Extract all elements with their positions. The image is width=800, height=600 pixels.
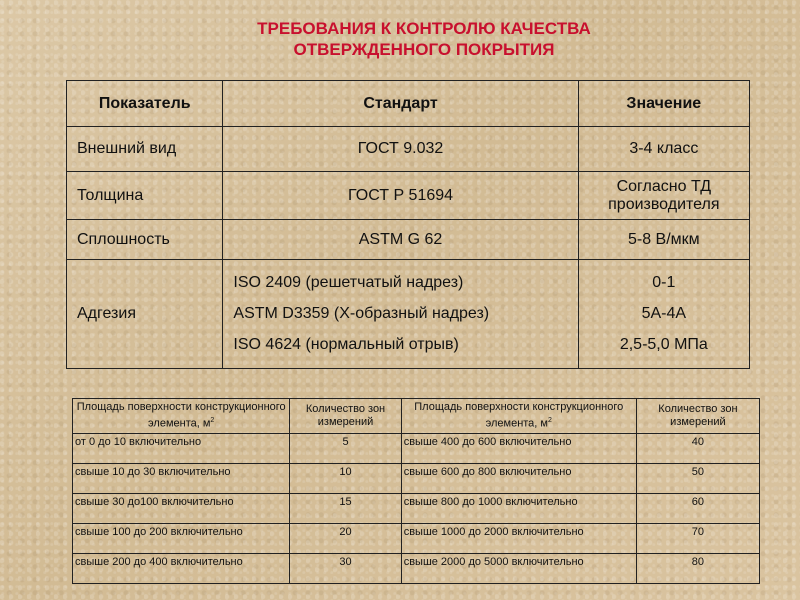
zones-header-row	[73, 399, 760, 434]
count-b-cell: 70	[636, 524, 759, 554]
zones-row	[73, 464, 760, 494]
adhesion-values-cell	[578, 260, 749, 369]
adhesion-value: 5А-4А	[641, 305, 687, 322]
indicator-cell: Сплошность	[67, 220, 223, 260]
count-a-cell: 30	[290, 554, 401, 584]
zones-row	[73, 434, 760, 464]
standard-cell: ASTM G 62	[223, 220, 578, 260]
adhesion-value: 0-1	[652, 274, 676, 291]
header-count-b: Количество зон измерений	[636, 399, 759, 434]
count-b-cell: 40	[636, 434, 759, 464]
standard-cell: ГОСТ Р 51694	[223, 172, 578, 220]
value-cell: 5-8 В/мкм	[578, 220, 749, 260]
header-value: Значение	[578, 81, 749, 127]
area-a-cell: от 0 до 10 включительно	[73, 434, 290, 464]
zones-row	[73, 554, 760, 584]
header-count-a: Количество зон измерений	[290, 399, 401, 434]
area-a-cell: свыше 10 до 30 включительно	[73, 464, 290, 494]
table-row-adhesion	[67, 260, 750, 369]
header-area-a: Площадь поверхности конструкционного элемента, $м^2$	[73, 399, 290, 434]
count-a-cell: 15	[290, 494, 401, 524]
count-b-cell: 80	[636, 554, 759, 584]
title-line-1: ТРЕБОВАНИЯ К КОНТРОЛЮ КАЧЕСТВА	[257, 19, 591, 38]
header-standard: Стандарт	[223, 81, 578, 127]
table-header-row	[67, 81, 750, 127]
adhesion-standard: ASTM D3359 (Х-образный надрез)	[233, 305, 490, 322]
adhesion-value: 2,5-5,0 МПа	[619, 336, 708, 353]
table-row	[67, 220, 750, 260]
count-b-cell: 50	[636, 464, 759, 494]
standard-cell: ГОСТ 9.032	[223, 127, 578, 172]
measurement-zones-table	[72, 398, 760, 584]
header-area-b: Площадь поверхности конструкционного элемента, $м^2$	[401, 399, 636, 434]
area-b-cell: свыше 600 до 800 включительно	[401, 464, 636, 494]
area-b-cell: свыше 400 до 600 включительно	[401, 434, 636, 464]
count-b-cell: 60	[636, 494, 759, 524]
indicator-cell: Адгезия	[67, 260, 223, 369]
count-a-cell: 5	[290, 434, 401, 464]
page-title	[0, 18, 800, 60]
adhesion-standard: ISO 2409 (решетчатый надрез)	[233, 274, 464, 291]
adhesion-standard: ISO 4624 (нормальный отрыв)	[233, 336, 459, 353]
adhesion-standards-cell	[223, 260, 578, 369]
value-cell: Согласно ТД производителя	[578, 172, 749, 220]
count-a-cell: 10	[290, 464, 401, 494]
table-row	[67, 127, 750, 172]
zones-row	[73, 494, 760, 524]
count-a-cell: 20	[290, 524, 401, 554]
area-a-cell: свыше 30 до100 включительно	[73, 494, 290, 524]
title-line-2: ОТВЕРЖДЕННОГО ПОКРЫТИЯ	[293, 40, 555, 59]
area-b-cell: свыше 2000 до 5000 включительно	[401, 554, 636, 584]
area-b-cell: свыше 800 до 1000 включительно	[401, 494, 636, 524]
quality-requirements-table	[66, 80, 750, 369]
indicator-cell: Внешний вид	[67, 127, 223, 172]
value-cell: 3-4 класс	[578, 127, 749, 172]
table-row	[67, 172, 750, 220]
area-a-cell: свыше 200 до 400 включительно	[73, 554, 290, 584]
zones-row	[73, 524, 760, 554]
area-b-cell: свыше 1000 до 2000 включительно	[401, 524, 636, 554]
header-indicator: Показатель	[67, 81, 223, 127]
indicator-cell: Толщина	[67, 172, 223, 220]
area-a-cell: свыше 100 до 200 включительно	[73, 524, 290, 554]
